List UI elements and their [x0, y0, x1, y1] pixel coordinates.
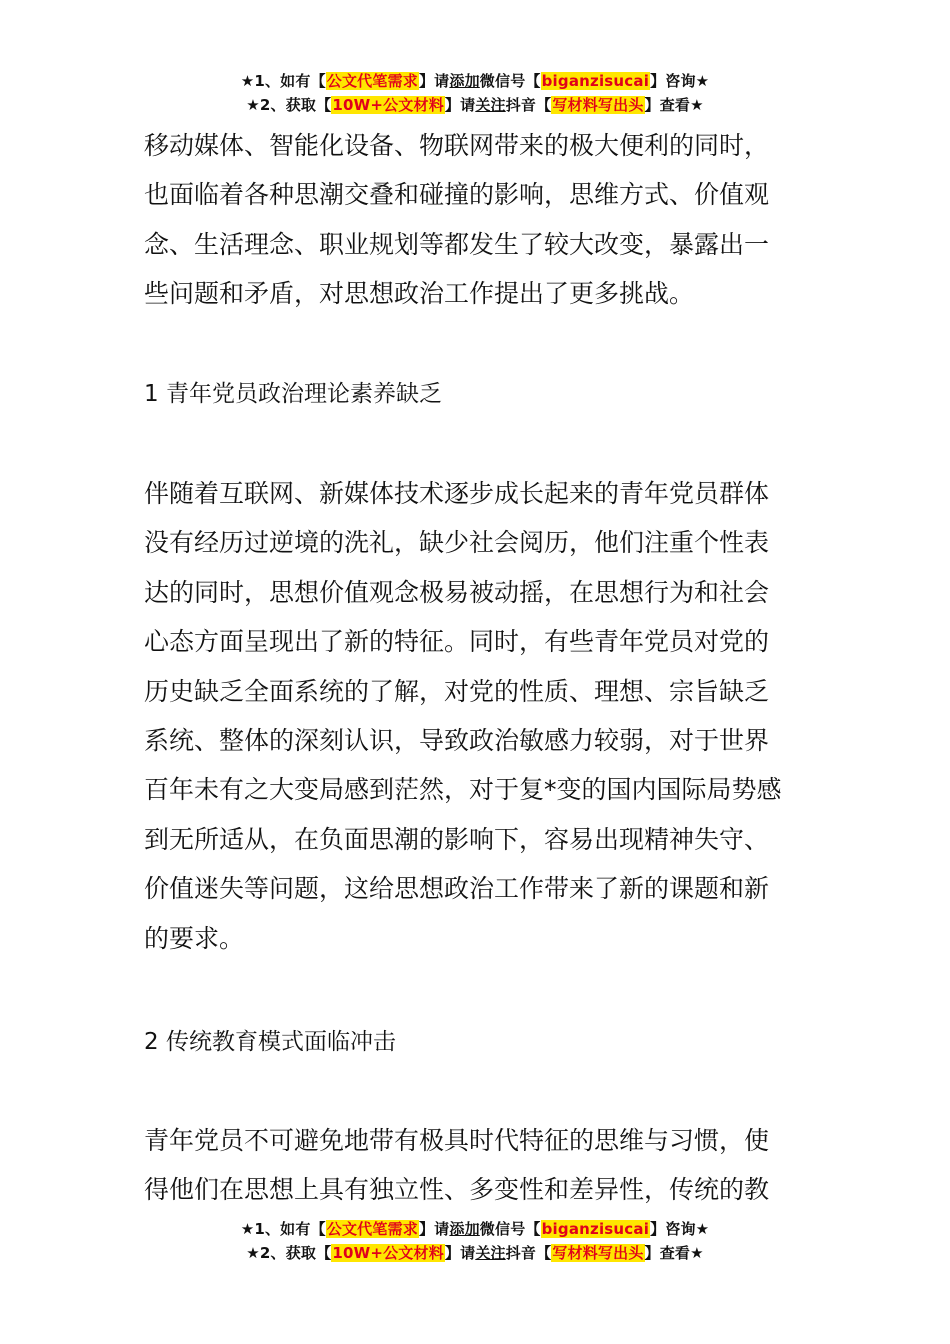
banner-text: 】咨询★: [650, 72, 710, 90]
text-line: 移动媒体、智能化设备、物联网带来的极大便利的同时，: [144, 131, 770, 160]
header-banner: [0, 69, 950, 117]
text-line: 念、生活理念、职业规划等都发生了较大改变，暴露出一: [144, 229, 770, 259]
text-line: 没有经历过逆境的洗礼，缺少社会阅历，他们注重个性表: [144, 528, 770, 558]
paragraph-2: [144, 1116, 809, 1215]
banner-text: 抖音【: [505, 1244, 552, 1262]
douyin-account: 写材料写出头: [552, 96, 644, 114]
banner-text: 1、如有【: [254, 1220, 326, 1238]
text-line: 伴随着互联网、新媒体技术逐步成长起来的青年党员群体: [144, 479, 770, 508]
section-1-body: [144, 469, 809, 963]
star-icon: ★: [240, 72, 255, 90]
document-body: [144, 121, 809, 319]
banner-line-2: [0, 1241, 950, 1265]
text-line: 到无所适从，在负面思潮的影响下，容易出现精神失守、: [144, 824, 770, 854]
paragraph-intro: [144, 121, 809, 319]
banner-text: 】请: [444, 96, 476, 114]
banner-text: 抖音【: [505, 96, 552, 114]
section-1-heading-wrap: [144, 374, 809, 414]
banner-underlined-text: 关注: [475, 96, 506, 114]
section-2-body: [144, 1116, 809, 1215]
text-line: 达的同时，思想价值观念极易被动摇，在思想行为和社会: [144, 577, 770, 607]
star-icon: ★: [246, 1244, 260, 1262]
section-heading-2: 2 传统教育模式面临冲击: [144, 1029, 396, 1055]
banner-line-1: [0, 1217, 950, 1241]
text-line: 的要求。: [144, 923, 245, 953]
text-line: 也面临着各种思潮交叠和碰撞的影响，思维方式、价值观: [144, 180, 770, 210]
banner-underlined-text: 添加: [449, 72, 480, 90]
banner-line-2: [0, 93, 950, 117]
banner-text: 微信号【: [479, 1220, 541, 1238]
text-line: 青年党员不可避免地带有极具时代特征的思维与习惯，使: [144, 1126, 770, 1155]
text-line: 些问题和矛盾，对思想政治工作提出了更多挑战。: [144, 279, 695, 309]
banner-text: 2、获取【: [259, 1244, 332, 1262]
footer-banner: [0, 1217, 950, 1265]
banner-line-1: [0, 69, 950, 93]
highlight-service: 公文代笔需求: [326, 72, 418, 90]
text-line: 历史缺乏全面系统的了解，对党的性质、理想、宗旨缺乏: [144, 676, 770, 706]
banner-text: 】查看★: [644, 1244, 704, 1262]
banner-underlined-text: 添加: [449, 1220, 480, 1238]
banner-text: 2、获取【: [259, 96, 332, 114]
wechat-id: biganzisucai: [541, 72, 650, 90]
douyin-account: 写材料写出头: [552, 1244, 644, 1262]
star-icon: ★: [240, 1220, 255, 1238]
banner-text: 】咨询★: [650, 1220, 710, 1238]
paragraph-1: [144, 469, 809, 963]
highlight-materials: 10W+公文材料: [332, 1244, 444, 1262]
banner-text: 】查看★: [644, 96, 704, 114]
banner-text: 】请: [418, 72, 450, 90]
wechat-id: biganzisucai: [541, 1220, 650, 1238]
section-heading-1: 1 青年党员政治理论素养缺乏: [144, 381, 442, 407]
banner-text: 微信号【: [479, 72, 541, 90]
text-line: 百年未有之大变局感到茫然，对于复*变的国内国际局势感: [144, 775, 782, 805]
banner-underlined-text: 关注: [475, 1244, 506, 1262]
section-2-heading-wrap: [144, 1022, 809, 1062]
banner-text: 】请: [418, 1220, 450, 1238]
highlight-service: 公文代笔需求: [326, 1220, 418, 1238]
text-line: 心态方面呈现出了新的特征。同时，有些青年党员对党的: [144, 627, 770, 657]
text-line: 价值迷失等问题，这给思想政治工作带来了新的课题和新: [144, 874, 770, 904]
text-line: 得他们在思想上具有独立性、多变性和差异性，传统的教: [144, 1175, 770, 1205]
text-line: 系统、整体的深刻认识，导致政治敏感力较弱，对于世界: [144, 726, 770, 756]
highlight-materials: 10W+公文材料: [332, 96, 444, 114]
banner-text: 1、如有【: [254, 72, 326, 90]
banner-text: 】请: [444, 1244, 476, 1262]
star-icon: ★: [246, 96, 260, 114]
